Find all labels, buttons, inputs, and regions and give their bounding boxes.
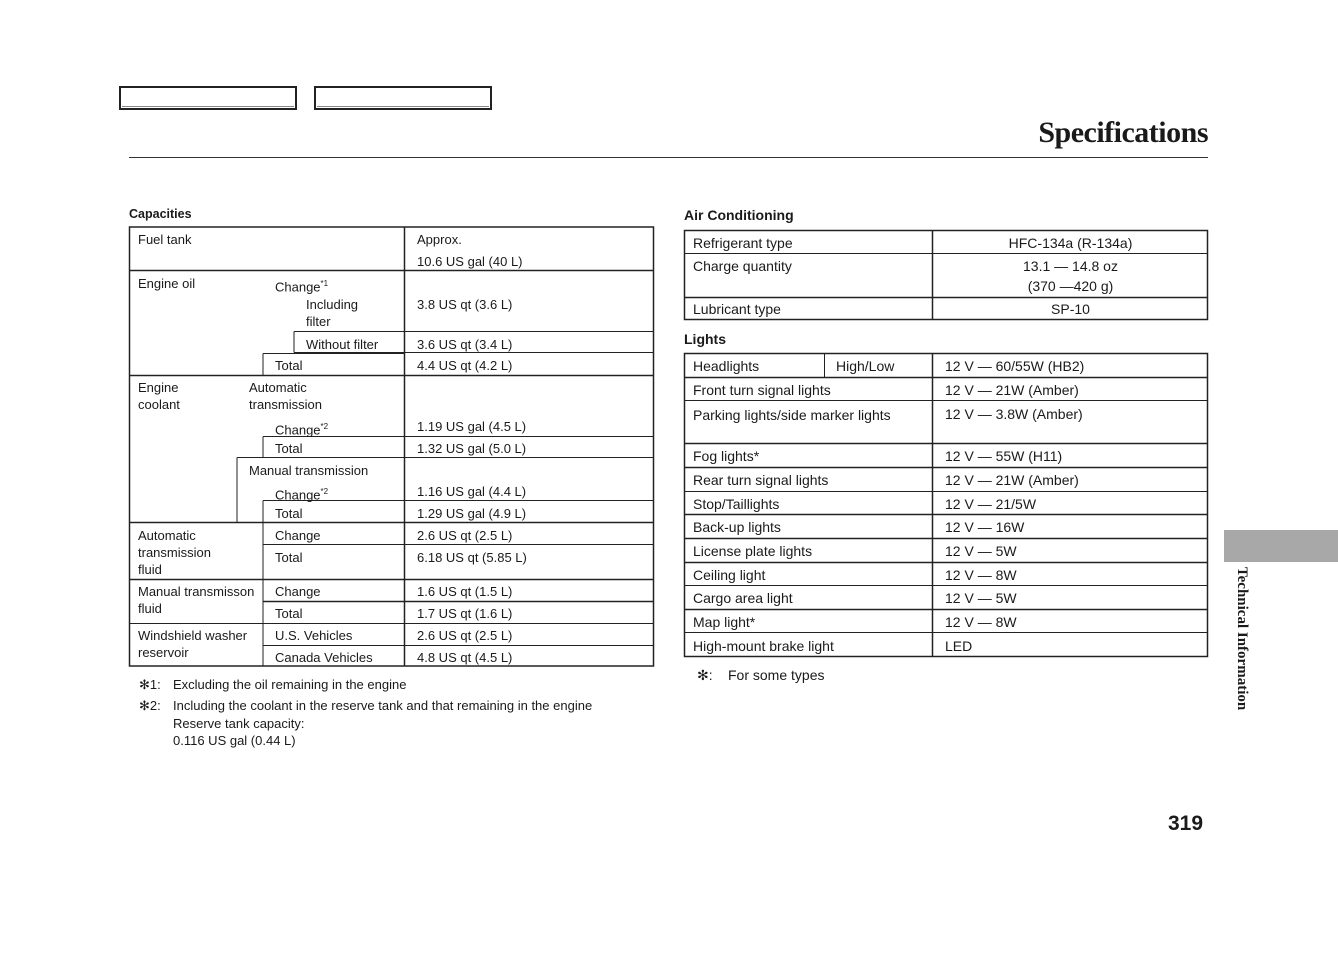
washer-us-label: U.S. Vehicles: [275, 628, 353, 643]
page-number: 319: [1168, 812, 1204, 835]
footnote-2-line2: Reserve tank capacity:: [173, 716, 305, 731]
lights-footnote-mark: ✻:: [697, 667, 713, 683]
lights-license-value: 12 V ― 5W: [945, 543, 1017, 559]
lights-stop-label: Stop/Taillights: [693, 496, 780, 512]
engine-coolant-label: Engine coolant: [138, 380, 180, 412]
mtf-total-value: 1.7 US qt (1.6 L): [417, 606, 513, 621]
coolant-manual-change-label: Change$^{*2}$: [275, 487, 329, 503]
lights-footnote-text: For some types: [728, 667, 825, 683]
lights-cargo-label: Cargo area light: [693, 590, 793, 606]
engine-oil-change-label: Change$^{*1}$: [275, 279, 329, 295]
atf-change-label: Change: [275, 528, 321, 543]
lights-parking-value: 12 V ― 3.8W (Amber): [945, 406, 1083, 422]
lights-backup-label: Back-up lights: [693, 519, 781, 535]
lights-headlights-sub: High/Low: [836, 358, 895, 374]
ac-refrigerant-label: Refrigerant type: [693, 235, 793, 251]
nav-button-prev[interactable]: [119, 86, 297, 110]
fuel-tank-value-2: 10.6 US gal (40 L): [417, 254, 523, 269]
engine-oil-total-label: Total: [275, 358, 303, 373]
washer-canada-value: 4.8 US qt (4.5 L): [417, 650, 513, 665]
ac-refrigerant-value: HFC-134a (R-134a): [1008, 235, 1133, 251]
engine-oil-label: Engine oil: [138, 276, 196, 291]
lights-brake-label: High-mount brake light: [693, 638, 834, 654]
air-conditioning-heading: Air Conditioning: [684, 207, 794, 223]
page-title: Specifications: [1038, 116, 1208, 149]
footnote-2-mark: ✻2:: [139, 698, 161, 713]
coolant-manual-total-value: 1.29 US gal (4.9 L): [417, 506, 527, 521]
coolant-auto-total-value: 1.32 US gal (5.0 L): [417, 441, 527, 456]
lights-map-value: 12 V ― 8W: [945, 614, 1017, 630]
atf-change-value: 2.6 US qt (2.5 L): [417, 528, 513, 543]
engine-oil-without-filter-value: 3.6 US qt (3.4 L): [417, 337, 513, 352]
coolant-automatic-label: Automatic transmission: [249, 380, 322, 412]
mtf-change-label: Change: [275, 584, 321, 599]
title-divider: [129, 157, 1208, 158]
lights-headlights-value: 12 V ― 60/55W (HB2): [945, 358, 1085, 374]
washer-us-value: 2.6 US qt (2.5 L): [417, 628, 513, 643]
engine-oil-without-filter-label: Without filter: [306, 337, 379, 352]
washer-label: Windshield washer reservoir: [138, 628, 248, 660]
lights-fog-label: Fog lights*: [693, 448, 760, 464]
lights-stop-value: 12 V ― 21/5W: [945, 496, 1037, 512]
lights-map-label: Map light*: [693, 614, 756, 630]
engine-oil-including-filter-value: 3.8 US qt (3.6 L): [417, 297, 513, 312]
lights-rear-turn-label: Rear turn signal lights: [693, 472, 829, 488]
atf-total-value: 6.18 US qt (5.85 L): [417, 550, 527, 565]
coolant-auto-total-label: Total: [275, 441, 303, 456]
coolant-auto-change-label: Change$^{*2}$: [275, 422, 329, 438]
footnote-1-mark: ✻1:: [139, 677, 161, 692]
lights-rear-turn-value: 12 V ― 21W (Amber): [945, 472, 1079, 488]
fuel-tank-value-1: Approx.: [417, 232, 462, 247]
ac-charge-value-2: (370 ―420 g): [1027, 278, 1114, 294]
ac-lubricant-label: Lubricant type: [693, 301, 781, 317]
atf-total-label: Total: [275, 550, 303, 565]
section-tab[interactable]: [1224, 530, 1338, 562]
atf-label: Automatic transmission fluid: [138, 528, 211, 577]
lights-front-turn-value: 12 V ― 21W (Amber): [945, 382, 1079, 398]
lights-backup-value: 12 V ― 16W: [945, 519, 1025, 535]
mtf-label: Manual transmisson fluid: [138, 584, 255, 616]
coolant-manual-label: Manual transmission: [249, 463, 369, 478]
coolant-manual-change-value: 1.16 US gal (4.4 L): [417, 484, 527, 499]
mtf-change-value: 1.6 US qt (1.5 L): [417, 584, 513, 599]
fuel-tank-label: Fuel tank: [138, 232, 192, 247]
nav-button-next[interactable]: [314, 86, 492, 110]
lights-license-label: License plate lights: [693, 543, 813, 559]
lights-parking-label: Parking lights/side marker lights: [693, 407, 891, 423]
lights-cargo-value: 12 V ― 5W: [945, 590, 1017, 606]
engine-oil-including-filter-label: Including filter: [306, 297, 359, 329]
lights-ceiling-label: Ceiling light: [693, 567, 766, 583]
capacities-heading: Capacities: [129, 207, 192, 221]
footnote-1-text: Excluding the oil remaining in the engine: [173, 677, 407, 692]
footnote-2-text: Including the coolant in the reserve tank and that remaining in the engine: [173, 698, 593, 713]
lights-brake-value: LED: [945, 638, 973, 654]
lights-ceiling-value: 12 V ― 8W: [945, 567, 1017, 583]
ac-lubricant-value: SP-10: [1051, 301, 1090, 317]
ac-charge-value: 13.1 ― 14.8 oz: [1023, 258, 1118, 274]
mtf-total-label: Total: [275, 606, 303, 621]
section-tab-label: Technical Information: [1234, 567, 1250, 711]
coolant-auto-change-value: 1.19 US gal (4.5 L): [417, 419, 527, 434]
coolant-manual-total-label: Total: [275, 506, 303, 521]
lights-headlights-label: Headlights: [693, 358, 760, 374]
footnote-2-line3: 0.116 US gal (0.44 L): [173, 733, 296, 748]
engine-oil-total-value: 4.4 US qt (4.2 L): [417, 358, 513, 373]
lights-heading: Lights: [684, 331, 726, 347]
lights-front-turn-label: Front turn signal lights: [693, 382, 831, 398]
ac-charge-label: Charge quantity: [693, 258, 792, 274]
lights-fog-value: 12 V ― 55W (H11): [945, 448, 1063, 464]
washer-canada-label: Canada Vehicles: [275, 650, 373, 665]
